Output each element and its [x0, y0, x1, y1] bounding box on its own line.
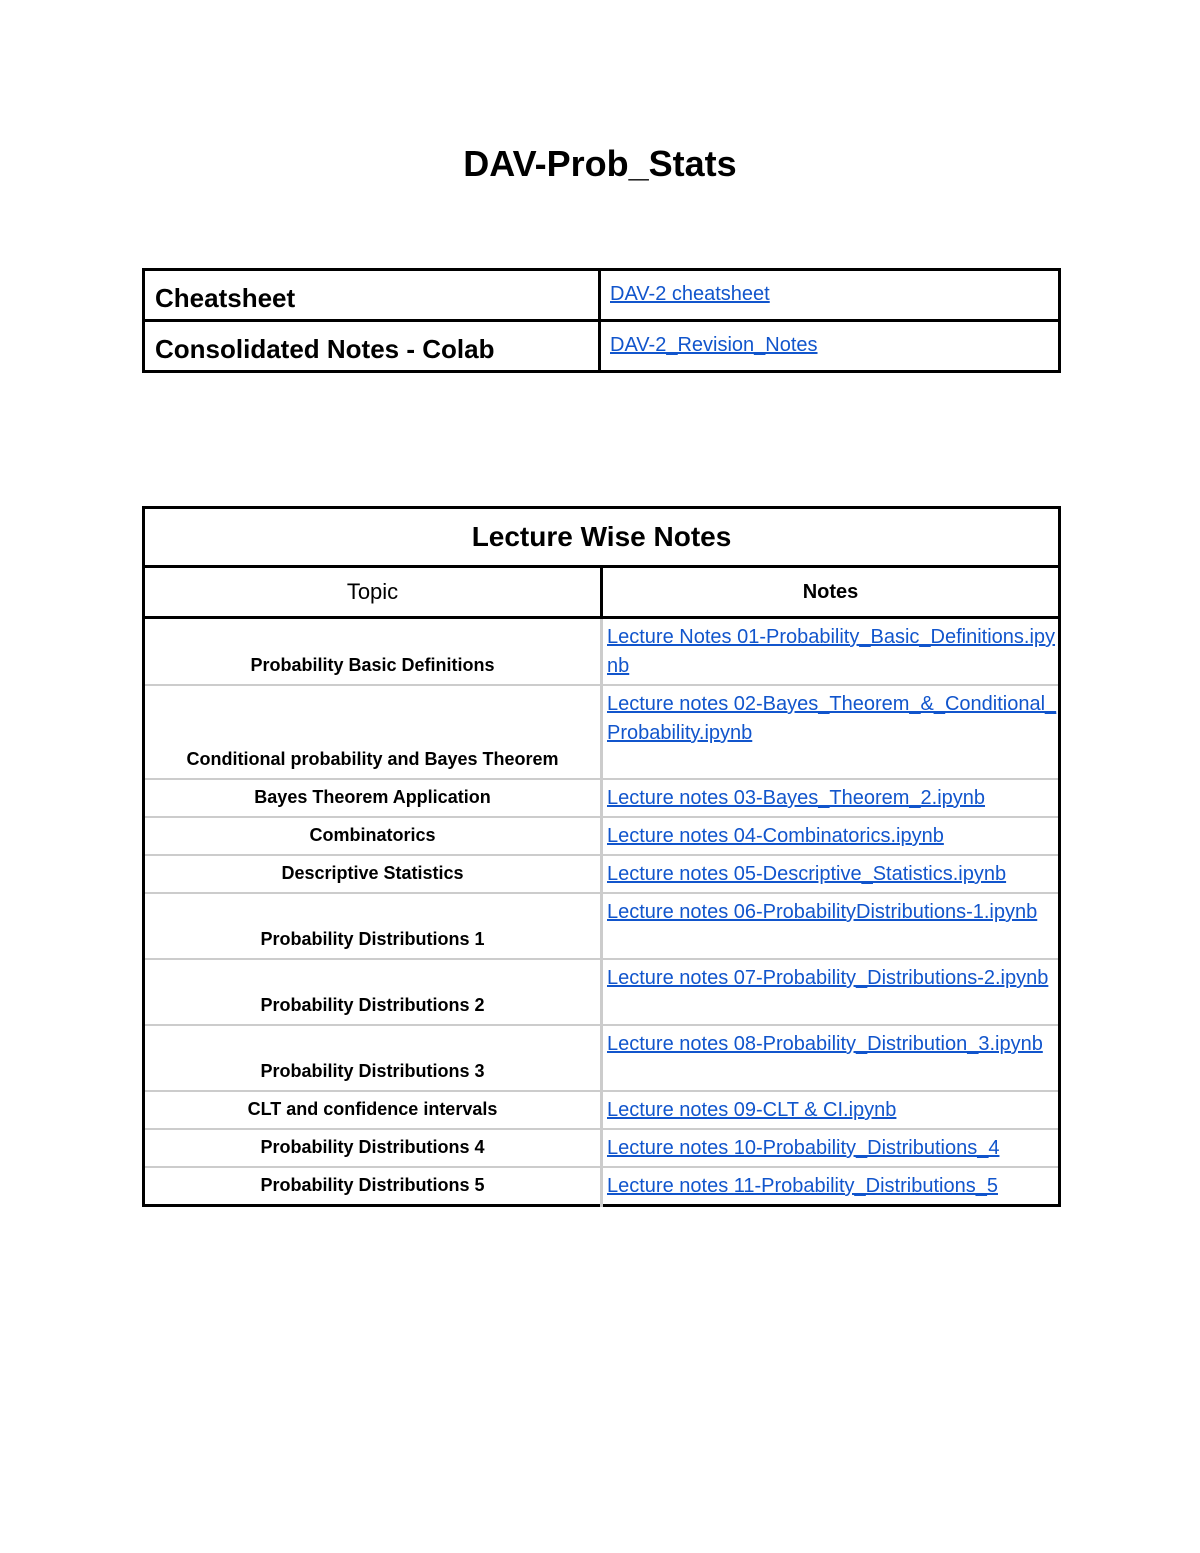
table-row: [144, 779, 1060, 817]
lecture-note-link[interactable]: Lecture notes 09-CLT & CI.ipynb: [607, 1099, 897, 1121]
column-header-topic: Topic: [144, 567, 602, 618]
lecture-note-cell: [602, 779, 1060, 817]
lecture-topic: Conditional probability and Bayes Theorem: [144, 685, 602, 779]
lecture-topic: Probability Basic Definitions: [144, 618, 602, 686]
column-header-notes: Notes: [602, 567, 1060, 618]
lecture-note-cell: [602, 618, 1060, 686]
lecture-note-link[interactable]: Lecture notes 08-Probability_Distribution_3.ipynb: [607, 1033, 1043, 1055]
lecture-topic: Combinatorics: [144, 817, 602, 855]
lecture-notes-table: [142, 506, 1061, 1207]
table-row: [144, 1025, 1060, 1091]
lecture-note-link[interactable]: Lecture notes 03-Bayes_Theorem_2.ipynb: [607, 787, 986, 809]
resource-link-cell: [600, 270, 1060, 321]
column-header-row: [144, 567, 1060, 618]
table-row: [144, 1167, 1060, 1206]
lecture-topic: Probability Distributions 5: [144, 1167, 602, 1206]
resource-label: Cheatsheet: [144, 270, 600, 321]
section-header-row: [144, 508, 1060, 567]
table-row: [144, 959, 1060, 1025]
table-row: [144, 1091, 1060, 1129]
resource-row-cheatsheet: [144, 270, 1060, 321]
table-row: [144, 1129, 1060, 1167]
resource-link-cell: [600, 321, 1060, 372]
lecture-note-link[interactable]: Lecture notes 07-Probability_Distributions-2.ipynb: [607, 967, 1049, 989]
lecture-note-cell: [602, 893, 1060, 959]
lecture-note-cell: [602, 1167, 1060, 1206]
lecture-note-cell: [602, 1129, 1060, 1167]
lecture-note-cell: [602, 855, 1060, 893]
lecture-note-link[interactable]: Lecture notes 02-Bayes_Theorem_&_Conditional_Probability.ipynb: [607, 693, 1057, 744]
table-row: [144, 855, 1060, 893]
section-title: Lecture Wise Notes: [144, 508, 1060, 567]
lecture-note-cell: [602, 1025, 1060, 1091]
lecture-note-cell: [602, 1091, 1060, 1129]
lecture-topic: Descriptive Statistics: [144, 855, 602, 893]
lecture-topic: Probability Distributions 3: [144, 1025, 602, 1091]
lecture-topic: CLT and confidence intervals: [144, 1091, 602, 1129]
resources-table: [142, 268, 1061, 373]
table-row: [144, 618, 1060, 686]
table-row: [144, 817, 1060, 855]
lecture-topic: Bayes Theorem Application: [144, 779, 602, 817]
lecture-note-link[interactable]: Lecture notes 05-Descriptive_Statistics.ipynb: [607, 863, 1007, 885]
lecture-note-cell: [602, 817, 1060, 855]
lecture-note-link[interactable]: Lecture notes 10-Probability_Distributions_4: [607, 1137, 1000, 1159]
lecture-note-link[interactable]: Lecture Notes 01-Probability_Basic_Definitions.ipynb: [607, 626, 1056, 677]
table-row: [144, 893, 1060, 959]
resource-row-consolidated-notes: [144, 321, 1060, 372]
table-row: [144, 685, 1060, 779]
lecture-note-link[interactable]: Lecture notes 04-Combinatorics.ipynb: [607, 825, 944, 847]
lecture-note-link[interactable]: Lecture notes 11-Probability_Distributions_5: [607, 1175, 998, 1197]
lecture-topic: Probability Distributions 4: [144, 1129, 602, 1167]
lecture-note-link[interactable]: Lecture notes 06-ProbabilityDistributions-1.ipynb: [607, 901, 1038, 923]
lecture-note-cell: [602, 685, 1060, 779]
cheatsheet-link[interactable]: DAV-2 cheatsheet: [610, 283, 770, 305]
page-title: DAV-Prob_Stats: [463, 143, 737, 184]
resource-label: Consolidated Notes - Colab: [144, 321, 600, 372]
revision-notes-link[interactable]: DAV-2_Revision_Notes: [610, 334, 818, 356]
lecture-rows: [144, 618, 1060, 1206]
lecture-note-cell: [602, 959, 1060, 1025]
lecture-topic: Probability Distributions 2: [144, 959, 602, 1025]
lecture-topic: Probability Distributions 1: [144, 893, 602, 959]
